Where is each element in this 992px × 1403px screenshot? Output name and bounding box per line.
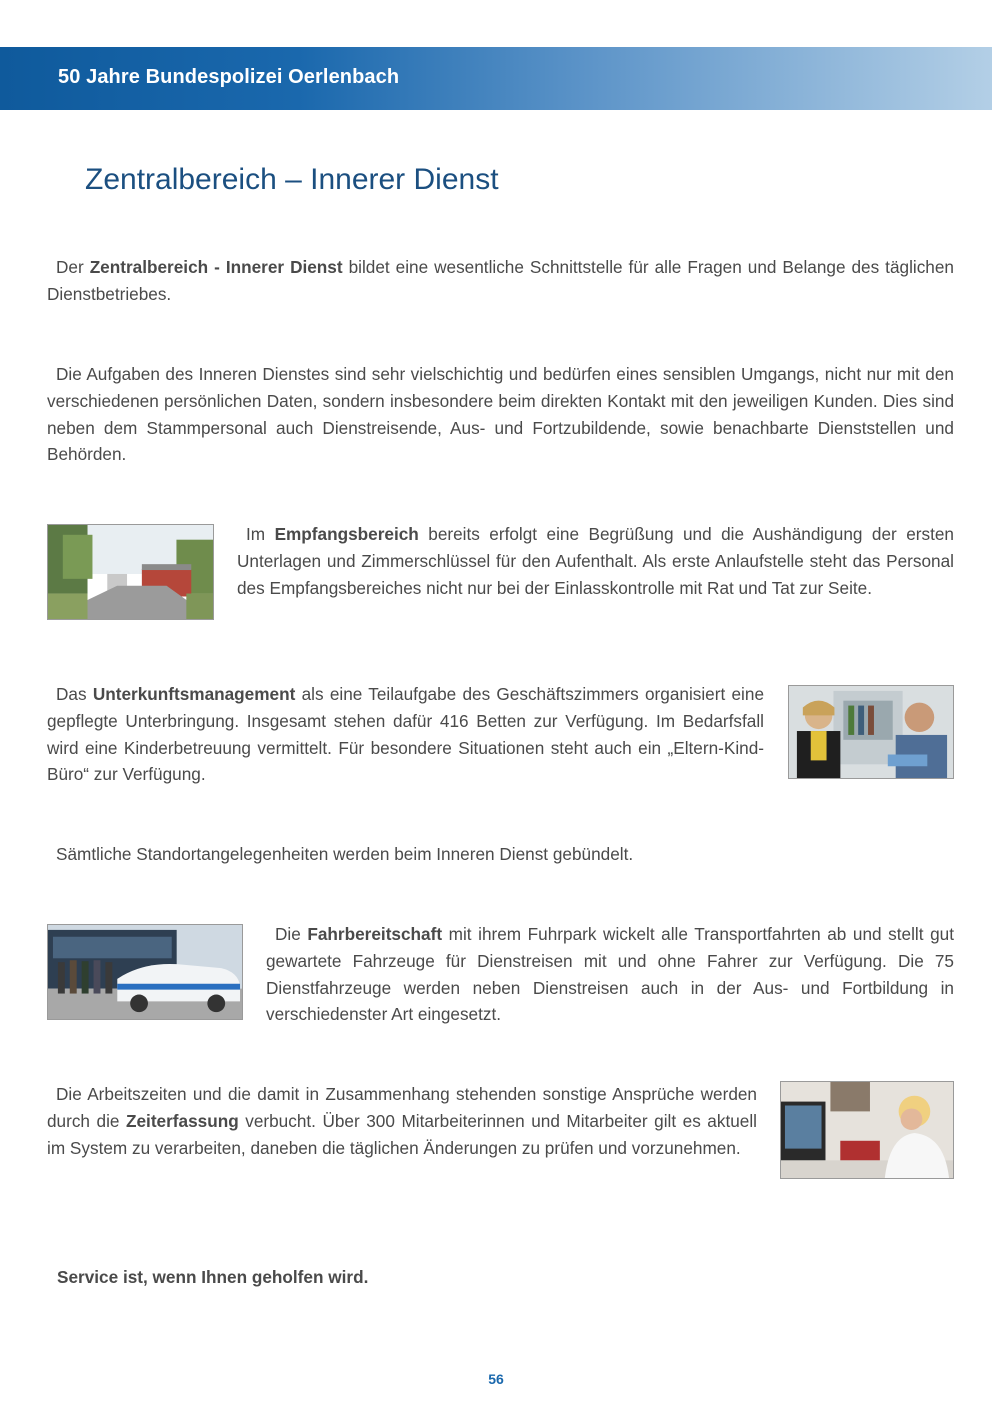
- bold-term: Fahrbereitschaft: [307, 924, 443, 944]
- paragraph-standort: Sämtliche Standortangelegenheiten werden beim Inneren Dienst gebündelt.: [56, 844, 634, 864]
- bold-term: Unterkunftsmanagement: [92, 684, 296, 704]
- page-title: Zentralbereich – Innerer Dienst: [85, 163, 499, 196]
- paragraph-fahrbereitschaft: Die Fahrbereitschaft mit ihrem Fuhrpark wickelt alle Transportfahrten ab und stellt gut gewartete Fahrzeuge für Dienstreisen mit und ohne Fahrer zur Verfügung. Die 75 Dienstfahrzeuge werden neben Dienstreisen auch in der Aus- und Fortbildung in verschiedenster Art eingesetzt.: [266, 924, 954, 1025]
- banner-title: 50 Jahre Bundespolizei Oerlenbach: [58, 66, 400, 88]
- page-number: 56: [488, 1371, 504, 1387]
- paragraph-zeiterfassung: Die Arbeitszeiten und die damit in Zusammenhang stehenden sonstige Ansprüche werden durch die Zeiterfassung verbucht. Über 300 Mitarbeiterinnen und Mitarbeiter gilt es aktuell im System zu verarbeiten, daneben die täglichen Änderungen zu prüfen und vorzunehmen.: [47, 1084, 757, 1158]
- photo-office-staff: [788, 685, 954, 779]
- header-banner: [0, 47, 992, 110]
- bold-term: Empfangsbereich: [274, 524, 419, 544]
- paragraph-aufgaben: Die Aufgaben des Inneren Dienstes sind sehr vielschichtig und bedürfen eines sensiblen Umgangs, nicht nur mit den verschiedenen persönlichen Daten, sondern insbesondere beim direkten Kontakt mit den jeweiligen Kunden. Dies sind neben dem Stammpersonal auch Dienstreisende, Aus- und Fortzubildende, sowie benachbarte Dienststellen und Behörden.: [47, 364, 954, 465]
- closing-statement: Service ist, wenn Ihnen geholfen wird.: [57, 1267, 369, 1287]
- paragraph-empfang: Im Empfangsbereich bereits erfolgt eine Begrüßung und die Aushändigung der ersten Unterlagen und Zimmerschlüssel für den Aufenthalt. Als erste Anlaufstelle steht das Personal des Empfangsbereiches nicht nur bei der Einlasskontrolle mit Rat und Tat zur Seite.: [237, 524, 954, 598]
- paragraph-intro: Der Zentralbereich - Innerer Dienst bildet eine wesentliche Schnittstelle für alle Fragen und Belange des täglichen Dienstbetriebes.: [47, 257, 954, 304]
- bold-term: Zentralbereich - Innerer Dienst: [89, 257, 343, 277]
- photo-time-recording: [780, 1081, 954, 1179]
- photo-entrance: [47, 524, 214, 620]
- bold-term: Zeiterfassung: [126, 1110, 239, 1131]
- paragraph-unterkunft: Das Unterkunftsmanagement als eine Teilaufgabe des Geschäftszimmers organisiert eine gepflegte Unterbringung. Insgesamt stehen dafür 416 Betten zur Verfügung. Im Bedarfsfall wird eine Kinderbetreuung vermittelt. Für besondere Situationen steht auch ein „Eltern-Kind-Büro“ zur Verfügung.: [47, 684, 764, 785]
- photo-vehicle-fleet: [47, 924, 243, 1020]
